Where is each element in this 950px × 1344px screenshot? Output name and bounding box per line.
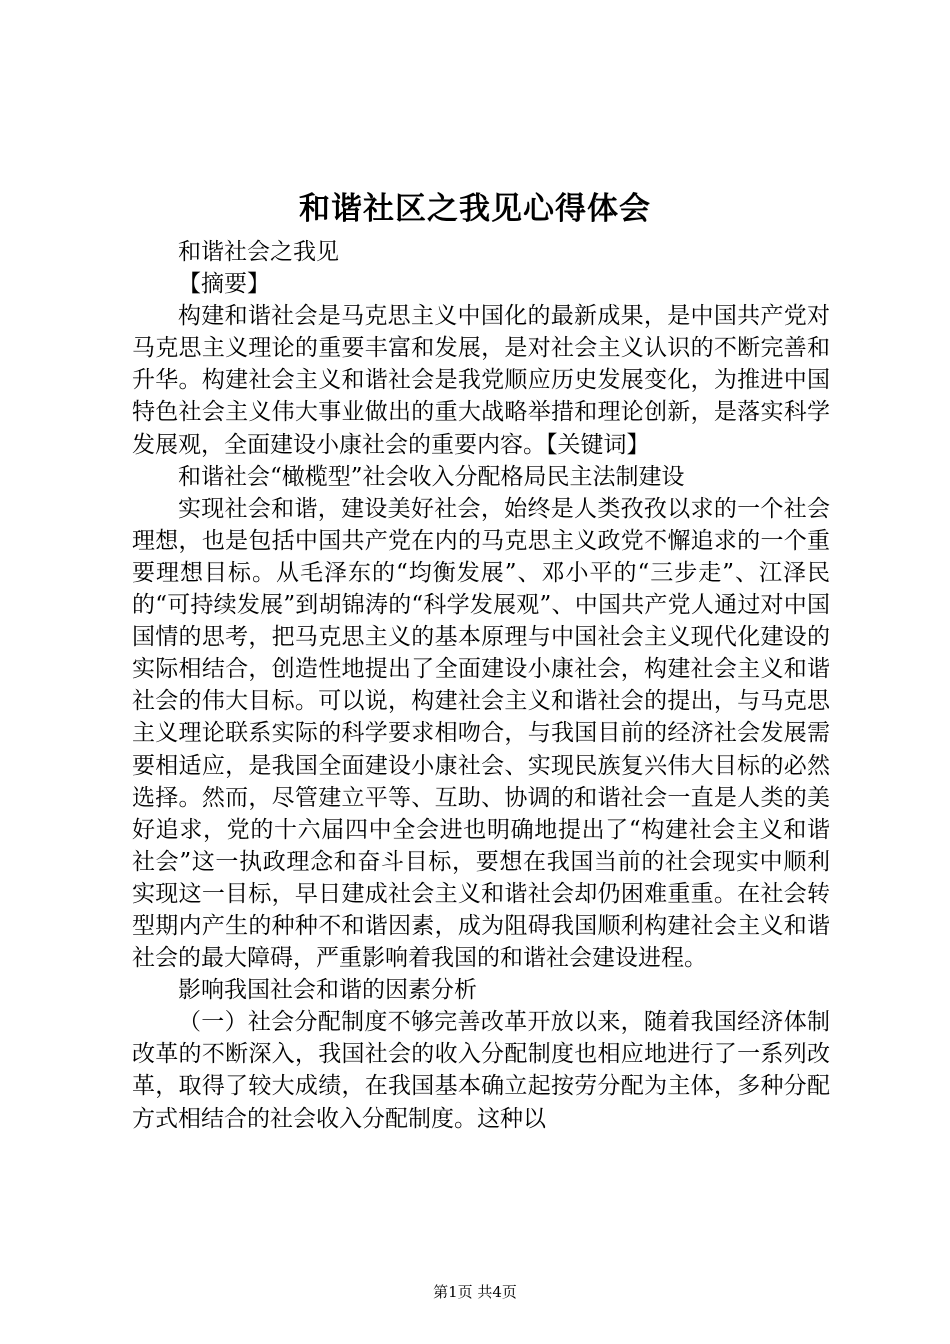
subtitle-paragraph: 和谐社会之我见	[178, 239, 339, 265]
section-paragraph: （一）社会分配制度不够完善改革开放以来，随着我国经济体制改革的不断深入，我国社会的收入分配制度也相应地进行了一系列改革，取得了较大成绩，在我国基本确立起按劳分配为主体，多种分配方式相结合的社会收入分配制度。这种以	[132, 1009, 830, 1132]
abstract-paragraph: 构建和谐社会是马克思主义中国化的最新成果，是中国共产党对马克思主义理论的重要丰富和发展，是对社会主义认识的不断完善和升华。构建社会主义和谐社会是我党顺应历史发展变化，为推进中国特色社会主义伟大事业做出的重大战略举措和理论创新，是落实科学发展观，全面建设小康社会的重要内容。【关键词】	[132, 303, 830, 458]
intro-paragraph: 实现社会和谐，建设美好社会，始终是人类孜孜以求的一个社会理想，也是包括中国共产党在内的马克思主义政党不懈追求的一个重要理想目标。从毛泽东的“均衡发展”、邓小平的“三步走”、江泽民的“可持续发展”到胡锦涛的“科学发展观”、中国共产党人通过对中国国情的思考，把马克思主义的基本原理与中国社会主义现代化建设的实际相结合，创造性地提出了全面建设小康社会，构建社会主义和谐社会的伟大目标。可以说，构建社会主义和谐社会的提出，与马克思主义理论联系实际的科学要求相吻合，与我国目前的经济社会发展需要相适应，是我国全面建设小康社会、实现民族复兴伟大目标的必然选择。然而，尽管建立平等、互助、协调的和谐社会一直是人类的美好追求，党的十六届四中全会进也明确地提出了“构建社会主义和谐社会”这一执政理念和奋斗目标，要想在我国当前的社会现实中顺利实现这一目标，早日建成社会主义和谐社会却仍困难重重。在社会转型期内产生的种种不和谐因素，成为阻碍我国顺利构建社会主义和谐社会的最大障碍，严重影响着我国的和谐社会建设进程。	[132, 495, 830, 972]
document-title: 和谐社区之我见心得体会	[299, 191, 651, 227]
page-footer: 第1页 共4页	[433, 1283, 517, 1301]
keywords-paragraph: 和谐社会“橄榄型”社会收入分配格局民主法制建设	[178, 463, 685, 490]
document-body	[132, 236, 830, 1135]
abstract-heading: 【摘要】	[178, 271, 270, 298]
section-heading: 影响我国社会和谐的因素分析	[178, 977, 477, 1004]
